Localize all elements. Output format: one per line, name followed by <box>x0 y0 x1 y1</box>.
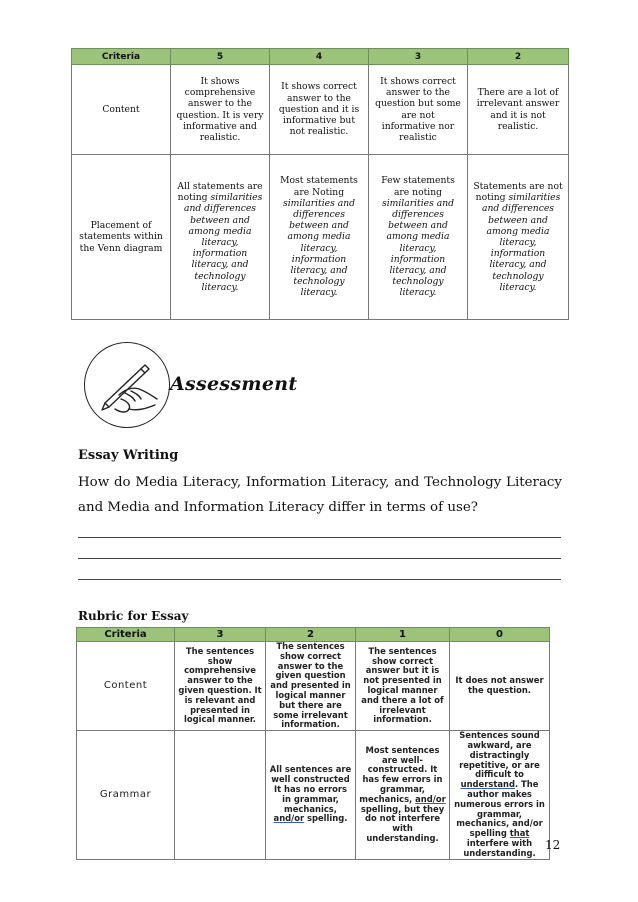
cell-text-italic: similarities and differences between and among media literacy, information literacy, and technology literacy. <box>481 192 561 293</box>
criteria-cell: Grammar <box>77 731 175 859</box>
table-row <box>72 155 569 320</box>
cell-text: Most statements are Noting <box>280 175 358 198</box>
cell-text: Statements are not noting <box>473 180 563 204</box>
score-3-cell: The sentences show comprehensive answer to the given question. It is relevant and presented in logical manner. <box>175 642 266 731</box>
essay-rubric-table <box>76 627 550 860</box>
cell-text: spelling, but they do not interfere with understanding. <box>360 803 445 844</box>
table-header-row <box>77 628 550 642</box>
header-score-5: 5 <box>171 49 270 65</box>
header-score-2: 2 <box>266 628 356 642</box>
criteria-cell: Content <box>77 642 175 731</box>
writing-hand-icon <box>84 342 170 428</box>
table-row <box>77 731 550 859</box>
cell-text: All statements are noting <box>177 180 263 204</box>
venn-rubric-table <box>71 48 569 320</box>
header-criteria: Criteria <box>77 628 175 642</box>
cell-text: Sentences sound awkward, are distractingly repetitive, or are difficult to <box>459 730 540 780</box>
cell-text-italic: similarities and differences between and among media literacy, information literacy, and technology literacy. <box>381 197 455 299</box>
cell-text: interfere with understanding. <box>463 837 536 858</box>
cell-text: spelling. <box>304 813 348 824</box>
table-header-row <box>72 49 569 65</box>
score-1-cell <box>356 731 450 859</box>
header-score-0: 0 <box>450 628 550 642</box>
score-2-cell <box>468 155 569 320</box>
cell-text: All sentences are well constructed It has no errors in grammar, mechanics, <box>269 764 352 814</box>
header-score-3: 3 <box>175 628 266 642</box>
answer-line <box>78 558 561 559</box>
assessment-title: Assessment <box>170 373 298 395</box>
cell-text: Few statements are noting <box>381 175 455 198</box>
header-criteria: Criteria <box>72 49 171 65</box>
score-0-cell <box>450 731 550 859</box>
score-1-cell: The sentences show correct answer but it is not presented in logical manner and there a lot of irrelevant information. <box>356 642 450 731</box>
cell-text-italic: similarities and differences between and among media literacy, information literacy, and technology literacy. <box>183 192 263 293</box>
score-2-cell: The sentences show correct answer to the given question and presented in logical manner but there are some irrelevant information. <box>266 642 356 731</box>
page-number: 12 <box>545 838 561 852</box>
criteria-cell: Content <box>72 65 171 155</box>
underlined-text: and/or <box>415 793 446 804</box>
essay-writing-heading: Essay Writing <box>78 448 179 463</box>
essay-question: How do Media Literacy, Information Literacy, and Technology Literacy and Media and Information Literacy differ in terms of use? <box>78 475 562 515</box>
underlined-text: that <box>509 828 530 839</box>
score-2-cell: There are a lot of irrelevant answer and it is not realistic. <box>468 65 569 155</box>
score-0-cell: It does not answer the question. <box>450 642 550 731</box>
score-5-cell: It shows comprehensive answer to the question. It is very informative and realistic. <box>171 65 270 155</box>
header-score-2: 2 <box>468 49 569 65</box>
score-5-cell <box>171 155 270 320</box>
criteria-cell: Placement of statements within the Venn diagram <box>72 155 171 320</box>
table-row <box>72 65 569 155</box>
rubric-essay-heading: Rubric for Essay <box>78 609 189 623</box>
answer-line <box>78 579 561 580</box>
score-3-cell: It shows correct answer to the question but some are not informative nor realistic <box>369 65 468 155</box>
header-score-1: 1 <box>356 628 450 642</box>
score-3-cell <box>369 155 468 320</box>
cell-text-italic: similarities and differences between and among media literacy, information literacy, and technology literacy. <box>282 197 356 299</box>
score-4-cell <box>270 155 369 320</box>
score-3-cell <box>175 731 266 859</box>
score-4-cell: It shows correct answer to the question and it is informative but not realistic. <box>270 65 369 155</box>
underlined-text: understand <box>460 779 515 790</box>
header-score-3: 3 <box>369 49 468 65</box>
underlined-text: and/or <box>273 813 305 824</box>
table-row <box>77 642 550 731</box>
score-2-cell <box>266 731 356 859</box>
cell-text: Most sentences are well-constructed. It has few errors in grammar, mechanics, <box>359 744 443 804</box>
answer-line <box>78 537 561 538</box>
header-score-4: 4 <box>270 49 369 65</box>
cell-text: . The author makes numerous errors in grammar, mechanics, and/or spelling <box>454 779 545 839</box>
